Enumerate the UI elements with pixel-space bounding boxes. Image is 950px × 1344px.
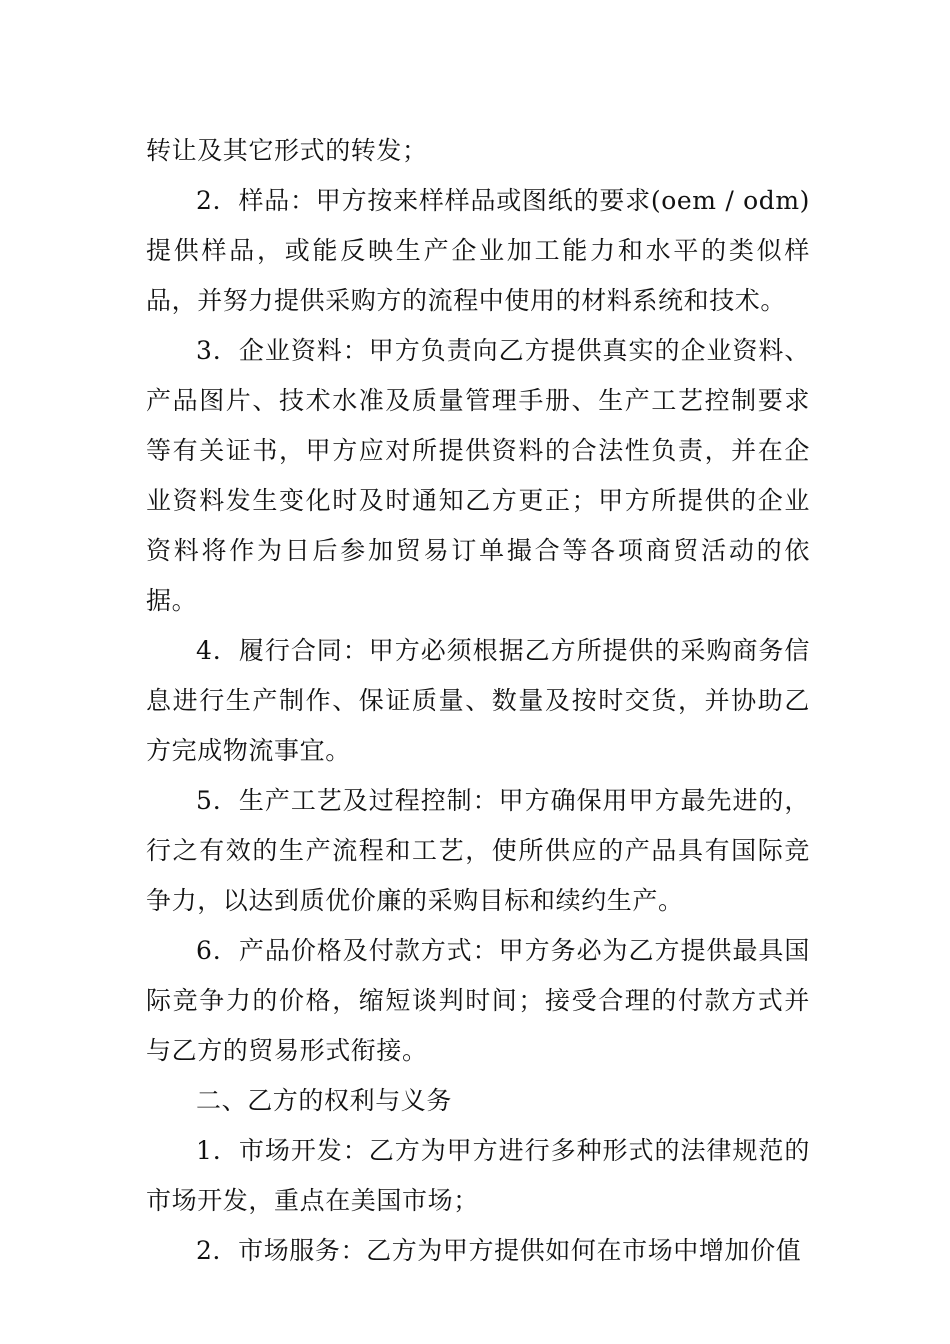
paragraph-contract-performance: 4．履行合同：甲方必须根据乙方所提供的采购商务信息进行生产制作、保证质量、数量及按时交货，并协助乙方完成物流事宜。 bbox=[146, 636, 810, 765]
paragraph-market-development: 1．市场开发：乙方为甲方进行多种形式的法律规范的市场开发，重点在美国市场； bbox=[146, 1136, 810, 1215]
paragraph-continuation: 转让及其它形式的转发； bbox=[146, 136, 428, 165]
paragraph-price-payment: 6．产品价格及付款方式：甲方务必为乙方提供最具国际竞争力的价格，缩短谈判时间；接受合理的付款方式并与乙方的贸易形式衔接。 bbox=[146, 936, 810, 1065]
paragraph-process-control: 5．生产工艺及过程控制：甲方确保用甲方最先进的，行之有效的生产流程和工艺，使所供应的产品具有国际竞争力，以达到质优价廉的采购目标和续约生产。 bbox=[146, 786, 810, 915]
document-body bbox=[146, 126, 810, 1276]
paragraph-company-info: 3．企业资料：甲方负责向乙方提供真实的企业资料、产品图片、技术水准及质量管理手册、生产工艺控制要求等有关证书，甲方应对所提供资料的合法性负责，并在企业资料发生变化时及时通知乙方更正；甲方所提供的企业资料将作为日后参加贸易订单撮合等各项商贸活动的依据。 bbox=[146, 336, 810, 615]
section-heading-party-b: 二、乙方的权利与义务 bbox=[196, 1086, 453, 1115]
paragraph-samples: 2．样品：甲方按来样样品或图纸的要求(oem / odm)提供样品，或能反映生产企业加工能力和水平的类似样品，并努力提供采购方的流程中使用的材料系统和技术。 bbox=[146, 186, 810, 315]
paragraph-market-service: 2．市场服务：乙方为甲方提供如何在市场中增加价值 bbox=[196, 1236, 802, 1265]
